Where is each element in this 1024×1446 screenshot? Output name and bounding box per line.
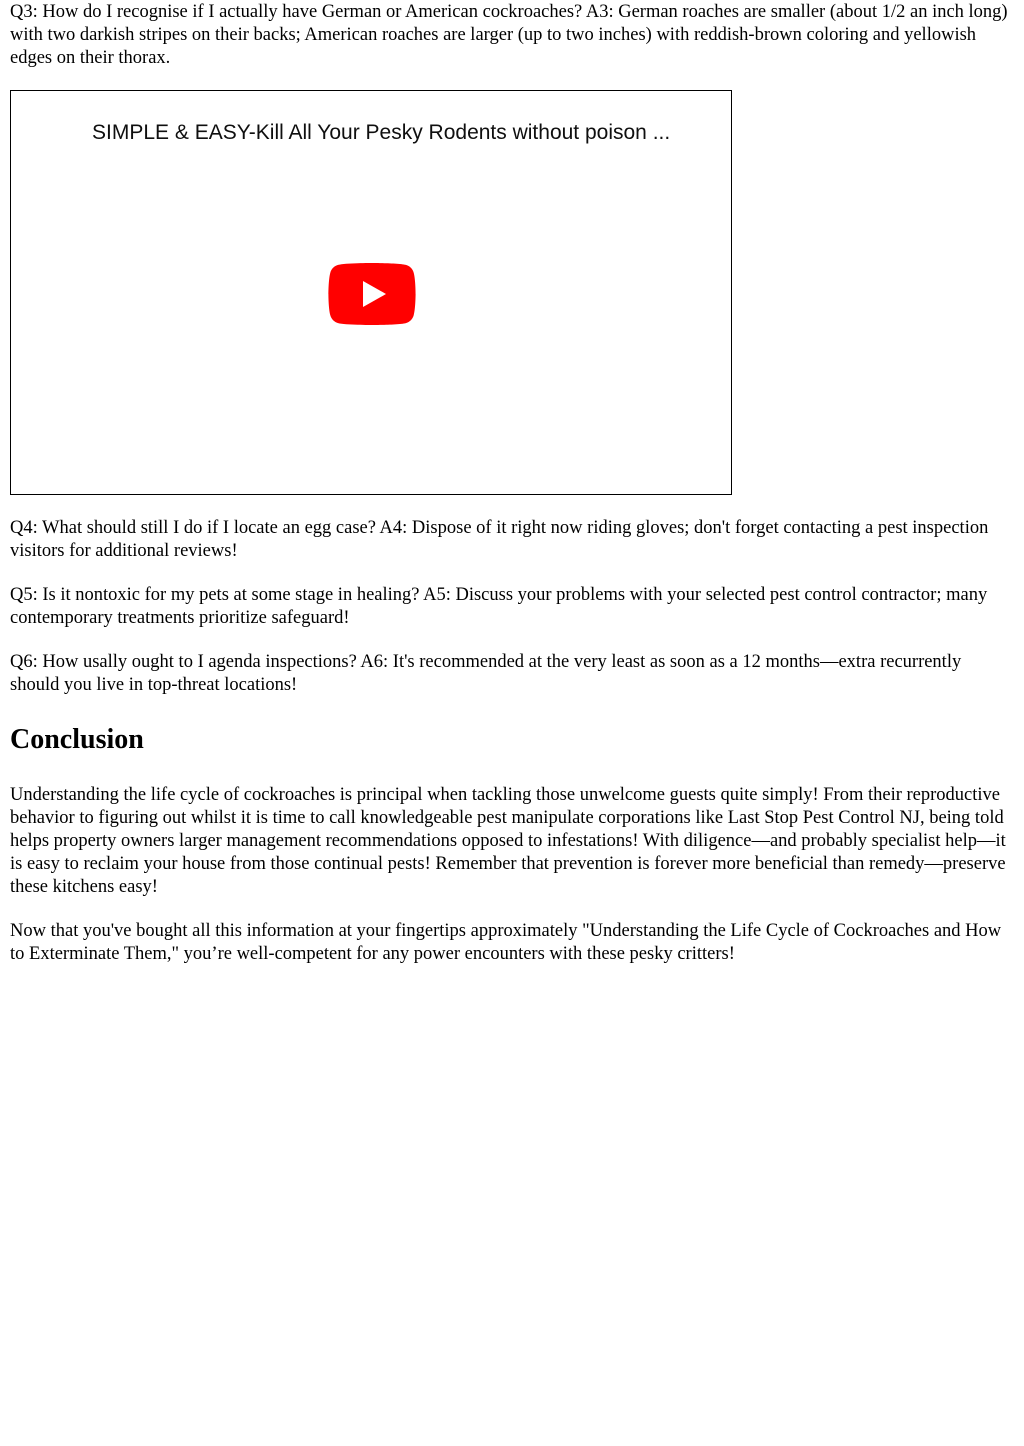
conclusion-paragraph-1: Understanding the life cycle of cockroaches is principal when tackling those unwelcome guests quite simply! From their reproductive behavior to figuring out whilst it is time to call knowledgeable pest manipulate corporations like Last Stop Pest Control NJ, being told helps property owners larger management recommendations opposed to infestations! With diligence—and probably specialist help—it is easy to reclaim your house from those continual pests! Remember that prevention is forever more beneficial than remedy—preserve these kitchens easy!	[10, 785, 1006, 897]
conclusion-heading: Conclusion	[10, 724, 144, 755]
youtube-play-button[interactable]	[328, 263, 416, 325]
conclusion-paragraph-2: Now that you've bought all this information at your fingertips approximately "Understanding the Life Cycle of Cockroaches and How to Exterminate Them," you’re well-competent for any power encounters with these pesky critters!	[10, 921, 1002, 964]
faq-q6-paragraph: Q6: How usally ought to I agenda inspections? A6: It's recommended at the very least as soon as a 12 months—extra recurrently should you live in top-threat locations!	[10, 652, 962, 695]
youtube-play-icon	[328, 263, 416, 325]
faq-q3-paragraph: Q3: How do I recognise if I actually have German or American cockroaches? A3: German roaches are smaller (about 1/2 an inch long) with two darkish stripes on their backs; American roaches are larger (up to two inches) with reddish-brown coloring and yellowish edges on their thorax.	[10, 2, 1008, 68]
video-title[interactable]: SIMPLE & EASY-Kill All Your Pesky Rodents without poison ...	[92, 121, 671, 144]
faq-q5-paragraph: Q5: Is it nontoxic for my pets at some stage in healing? A5: Discuss your problems with your selected pest control contractor; many contemporary treatments prioritize safeguard!	[10, 585, 988, 628]
embedded-video[interactable]	[10, 90, 732, 495]
faq-q4-paragraph: Q4: What should still I do if I locate an egg case? A4: Dispose of it right now riding gloves; don't forget contacting a pest inspection visitors for additional reviews!	[10, 518, 989, 561]
